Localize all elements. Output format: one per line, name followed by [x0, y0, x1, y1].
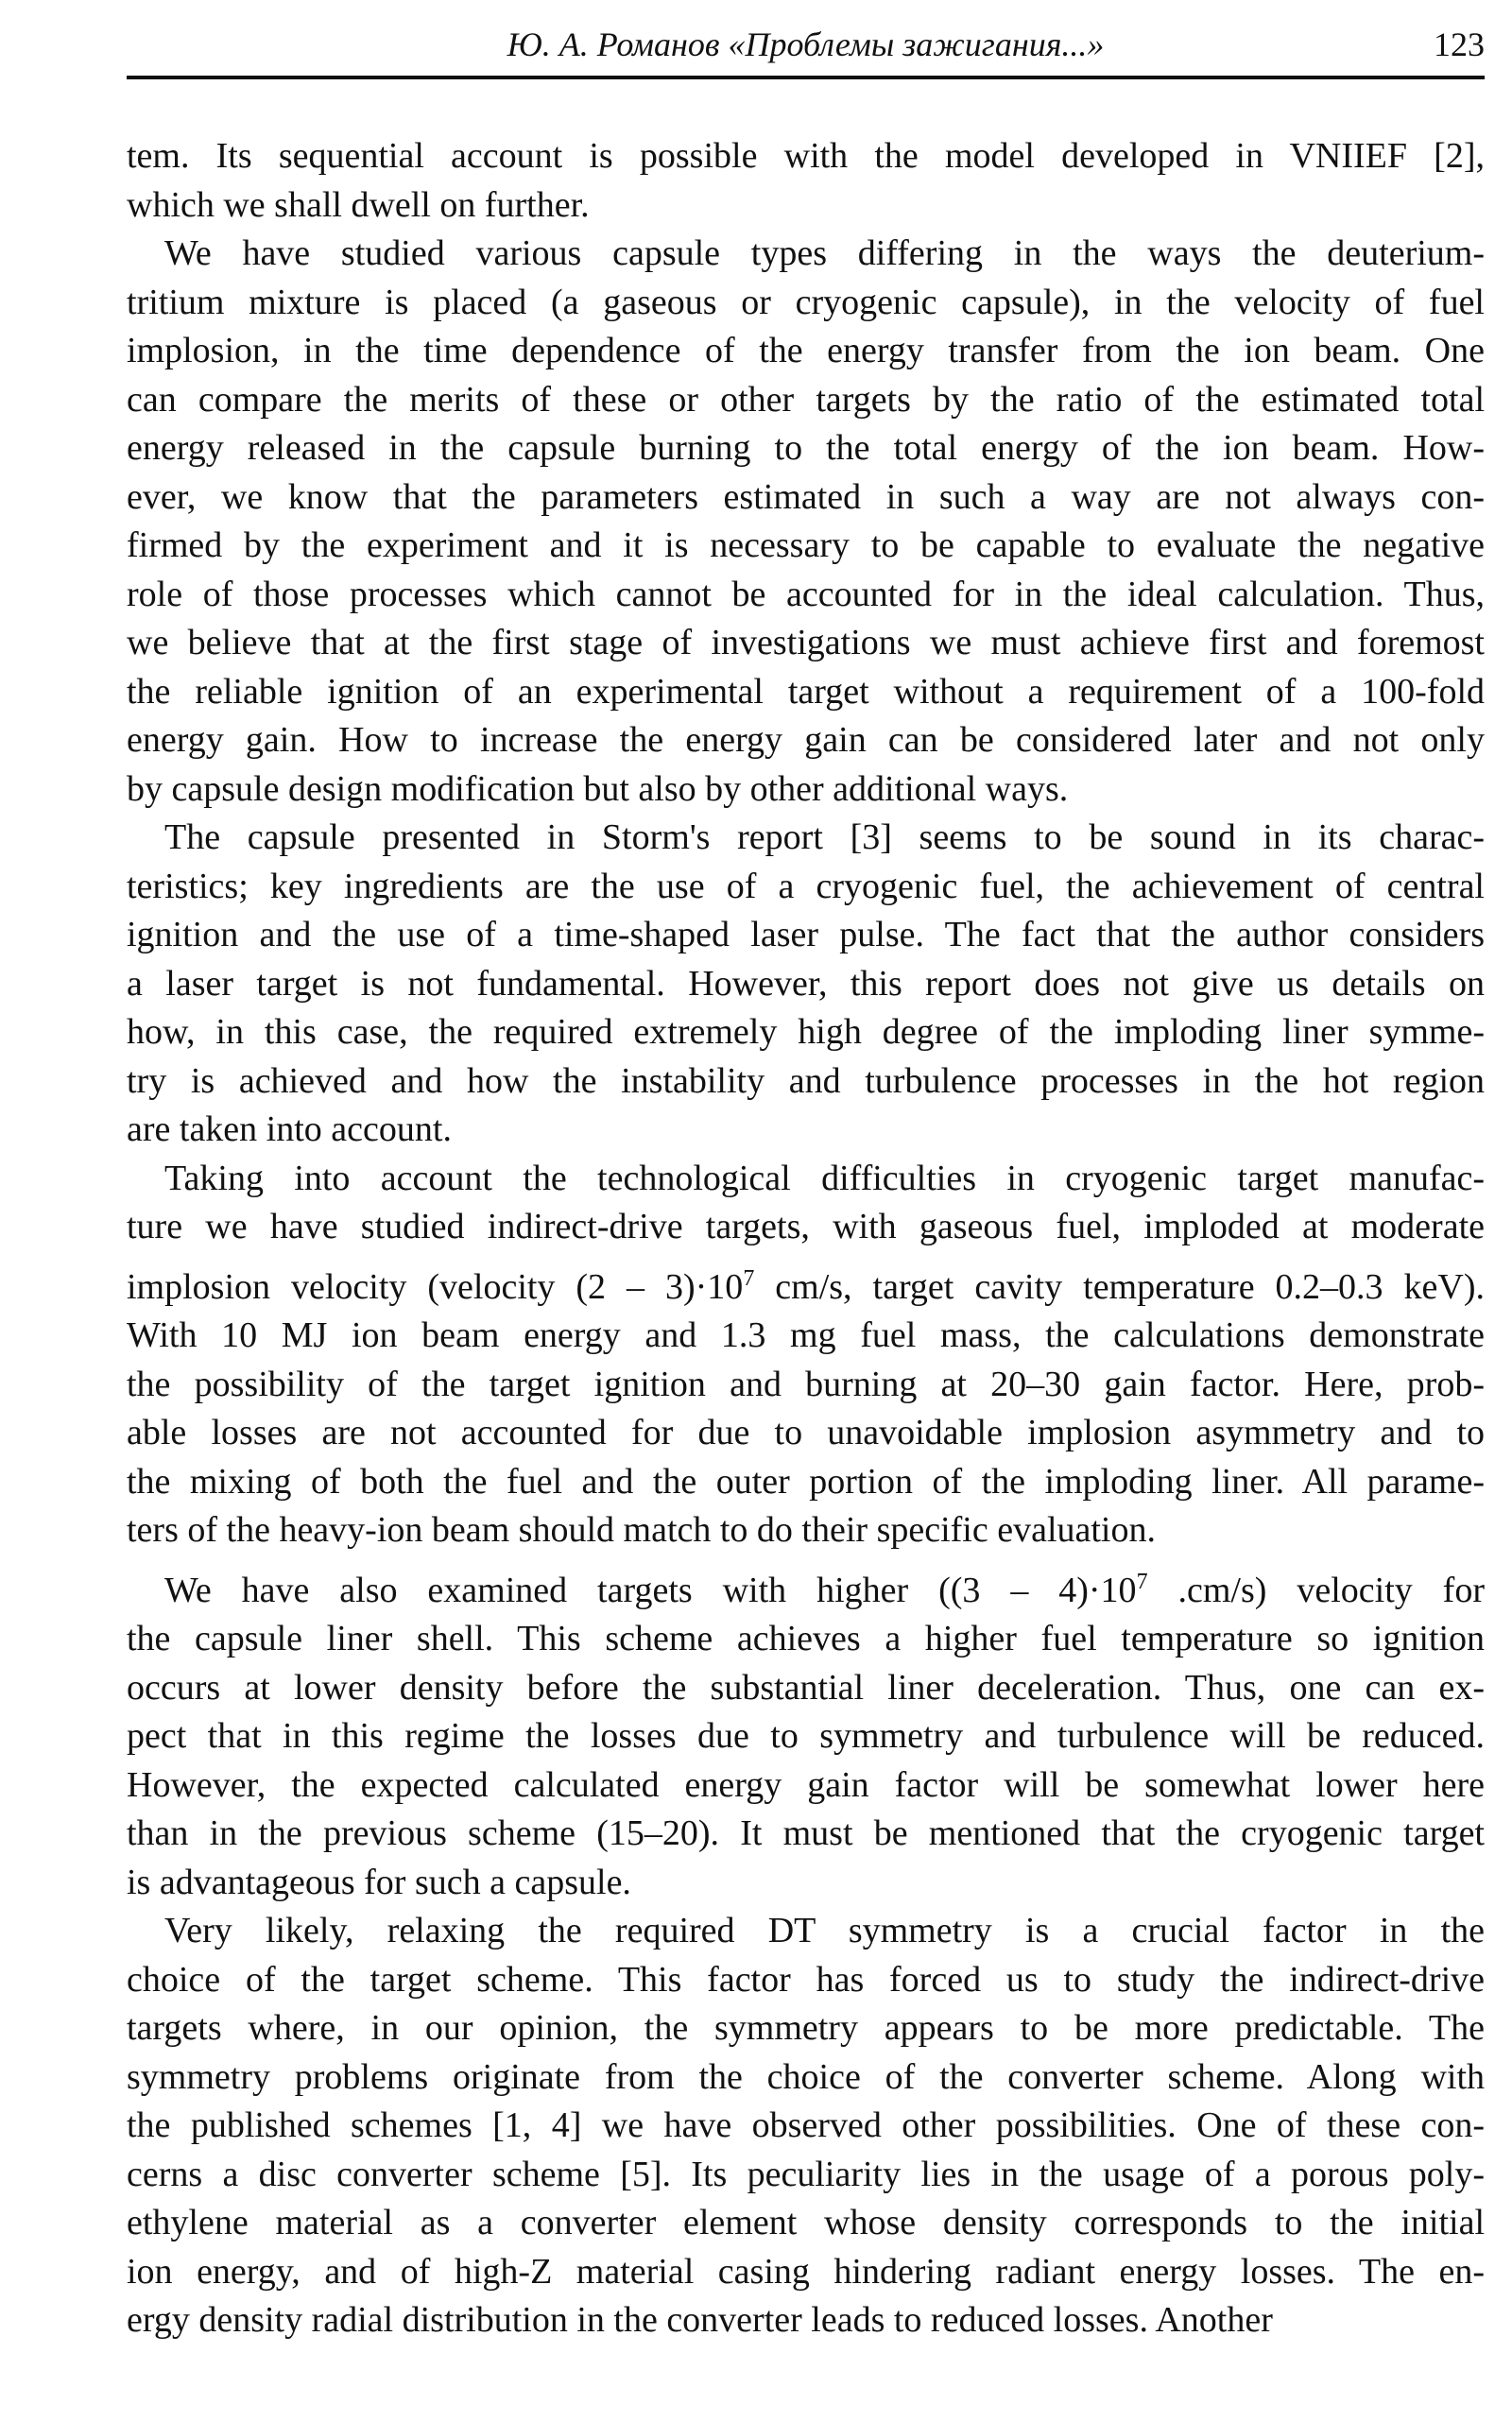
- text-line: the published schemes [1, 4] we have observed other possibilities. One of these con-: [127, 2105, 1485, 2145]
- text-line: implosion, in the time dependence of the energy transfer from the ion beam. One: [127, 331, 1485, 370]
- text-line: ture we have studied indirect-drive targets, with gaseous fuel, imploded at moderate: [127, 1207, 1485, 1246]
- body-text: [127, 132, 1485, 2345]
- running-header: [127, 21, 1485, 70]
- text-line: we believe that at the first stage of investigations we must achieve first and foremost: [127, 623, 1485, 662]
- text-line: how, in this case, the required extremely high degree of the imploding liner symme-: [127, 1012, 1485, 1052]
- page-number: 123: [1434, 26, 1485, 63]
- text-line: the possibility of the target ignition and burning at 20–30 gain factor. Here, prob-: [127, 1364, 1485, 1404]
- text-line: a laser target is not fundamental. However, this report does not give us details on: [127, 963, 1485, 1004]
- text-line: than in the previous scheme (15–20). It must be mentioned that the cryogenic target: [127, 1813, 1485, 1853]
- superscript: 7: [743, 1265, 755, 1291]
- text-line: are taken into account.: [127, 1109, 452, 1149]
- text-line: teristics; key ingredients are the use of a cryogenic fuel, the achievement of central: [127, 866, 1485, 906]
- text-line: is advantageous for such a capsule.: [127, 1862, 631, 1902]
- text-line: ever, we know that the parameters estimated in such a way are not always con-: [127, 476, 1485, 517]
- text-line: the reliable ignition of an experimental target without a requirement of a 100-fold: [127, 671, 1485, 712]
- text-line: ion energy, and of high-Z material casing hindering radiant energy losses. The en-: [127, 2251, 1485, 2292]
- paragraph: [127, 132, 1485, 230]
- text-line: able losses are not accounted for due to unavoidable implosion asymmetry and to: [127, 1413, 1485, 1452]
- text-line: can compare the merits of these or other targets by the ratio of the estimated total: [127, 379, 1485, 420]
- text-line: ters of the heavy-ion beam should match to do their specific evaluation.: [127, 1510, 1156, 1550]
- text-line: [127, 1263, 1485, 1313]
- text-line: the capsule liner shell. This scheme achieves a higher fuel temperature so ignition: [127, 1619, 1485, 1658]
- text-line: pect that in this regime the losses due to symmetry and turbulence will be reduced.: [127, 1716, 1485, 1756]
- text-line: ergy density radial distribution in the converter leads to reduced losses. Another: [127, 2300, 1273, 2340]
- text-line: Very likely, relaxing the required DT symmetry is a crucial factor in the: [164, 1911, 1485, 1950]
- text-line: targets where, in our opinion, the symmetry appears to be more predictable. The: [127, 2008, 1485, 2048]
- text-segment: implosion velocity (velocity (2 – 3)·10: [127, 1266, 744, 1307]
- text-line: Taking into account the technological difficulties in cryogenic target manufac-: [164, 1158, 1485, 1198]
- paragraph: [127, 1155, 1485, 1555]
- text-line: try is achieved and how the instability and turbulence processes in the hot region: [127, 1060, 1485, 1101]
- text-line: ignition and the use of a time-shaped laser pulse. The fact that the author considers: [127, 915, 1485, 954]
- text-line: by capsule design modification but also by other additional ways.: [127, 768, 1069, 809]
- text-line: occurs at lower density before the substantial liner deceleration. Thus, one can ex-: [127, 1667, 1485, 1708]
- text-line: which we shall dwell on further.: [127, 184, 590, 225]
- text-line: choice of the target scheme. This factor has forced us to study the indirect-drive: [127, 1959, 1485, 2000]
- text-line: firmed by the experiment and it is necessary to be capable to evaluate the negative: [127, 525, 1485, 565]
- text-line: symmetry problems originate from the choice of the converter scheme. Along with: [127, 2056, 1485, 2097]
- paragraph: [127, 230, 1485, 814]
- text-line: tem. Its sequential account is possible with the model developed in VNIIEF [2],: [127, 136, 1485, 176]
- text-line: ethylene material as a converter element whose density corresponds to the initial: [127, 2203, 1485, 2242]
- paragraph: [127, 1907, 1485, 2345]
- text-line: With 10 MJ ion beam energy and 1.3 mg fuel mass, the calculations demonstrate: [127, 1315, 1485, 1355]
- text-line: The capsule presented in Storm's report [3] seems to be sound in its charac-: [164, 817, 1485, 857]
- text-segment: .cm/s) velocity for: [1147, 1570, 1485, 1610]
- text-line: tritium mixture is placed (a gaseous or cryogenic capsule), in the velocity of fuel: [127, 282, 1485, 322]
- text-line: role of those processes which cannot be accounted for in the ideal calculation. Thus,: [127, 574, 1485, 614]
- text-line: energy gain. How to increase the energy gain can be considered later and not only: [127, 720, 1485, 760]
- paragraph: [127, 814, 1485, 1155]
- text-line: cerns a disc converter scheme [5]. Its peculiarity lies in the usage of a porous poly-: [127, 2154, 1485, 2194]
- text-segment: cm/s, target cavity temperature 0.2–0.3 keV).: [754, 1266, 1485, 1307]
- text-line: However, the expected calculated energy gain factor will be somewhat lower here: [127, 1764, 1485, 1805]
- text-line: [127, 1567, 1485, 1616]
- text-line: energy released in the capsule burning to the total energy of the ion beam. How-: [127, 428, 1485, 468]
- text-segment: We have also examined targets with higher ((3 – 4)·10: [164, 1570, 1137, 1610]
- header-rule: [127, 76, 1485, 79]
- paragraph: [127, 1567, 1485, 1908]
- header-title: Ю. А. Романов «Проблемы зажигания...»: [507, 26, 1105, 63]
- text-line: the mixing of both the fuel and the outer portion of the imploding liner. All parame-: [127, 1461, 1485, 1502]
- superscript: 7: [1136, 1569, 1148, 1594]
- text-line: We have studied various capsule types differing in the ways the deuterium-: [164, 233, 1485, 273]
